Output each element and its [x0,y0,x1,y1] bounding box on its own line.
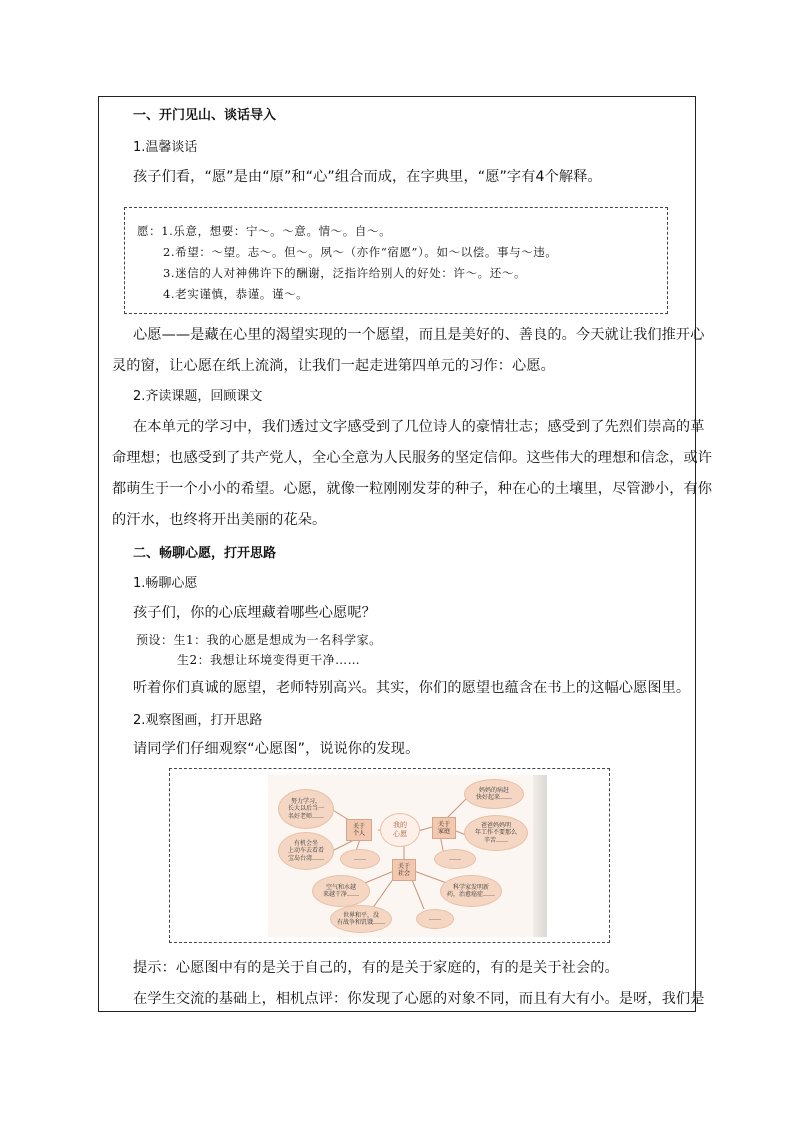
wish-bubble: 科学家发明新 药，治愈癌症…… [440,875,502,907]
paragraph-line: 在学生交流的基础上，相机点评：你发现了心愿的对象不同，而且有大有小。是呀，我们是 [133,991,705,1007]
dict-entry-1: 愿：1.乐意，想要：宁～。～意。情～。自～。 [137,224,392,238]
subheading-read-title: 2.齐读课题，回顾课文 [133,389,263,404]
subheading-observe: 2.观察图画，打开思路 [133,713,263,728]
preset-answer-1: 预设：生1：我的心愿是想成为一名科学家。 [136,633,382,647]
paragraph-line: 命理想；也感受到了共产党人，全心全意为人民服务的坚定信仰。这些伟大的理想和信念，或许 [112,450,713,466]
wish-bubble: …… [434,849,476,869]
intro-paragraph: 孩子们看，“愿”是由“原”和“心”组合而成，在字典里，“愿”字有4个解释。 [133,169,602,185]
hint-paragraph: 提示：心愿图中有的是关于自己的，有的是关于家庭的，有的是关于社会的。 [133,960,619,976]
wish-bubble: 妈妈的病赶 快好起来…… [464,779,524,809]
section-heading-2: 二、畅聊心愿，打开思路 [133,546,277,561]
tag-about-society: 关于 社会 [392,859,416,881]
paragraph-line: 心愿——是藏在心里的渴望实现的一个愿望，而且是美好的、善良的。今天就让我们推开心 [133,327,705,343]
wish-bubble: 空气和水越 来越干净…… [312,875,370,907]
dict-entry-3: 3.迷信的人对神佛许下的酬谢，泛指许给别人的好处：许～。还～。 [163,266,527,280]
wish-bubble: 世界和平，没 有战争和饥饿…… [330,905,392,933]
tag-about-family: 关于 家庭 [432,817,456,839]
subheading-chat: 1.畅聊心愿 [133,576,198,591]
wish-bubble: 爸爸妈妈明 年工作不要那么 辛苦…… [464,815,528,851]
wish-bubble: 有机会坐 上动车去看看 宝岛台湾…… [278,832,334,870]
center-bubble: 我的 心愿 [380,813,420,847]
dict-entry-4: 4.老实谨慎，恭谨。谨～。 [163,287,309,301]
subheading-warm-talk: 1.温馨谈话 [133,140,198,155]
paragraph-line: 请同学们仔细观察“心愿图”，说说你的发现。 [133,741,420,757]
paragraph-line: 灵的窗，让心愿在纸上流淌，让我们一起走进第四单元的习作：心愿。 [112,358,555,374]
question-paragraph: 孩子们，你的心底埋藏着哪些心愿呢？ [133,605,376,621]
paragraph-line: 听着你们真诚的愿望，老师特别高兴。其实，你们的愿望也蕴含在书上的这幅心愿图里。 [133,680,691,696]
paragraph-line: 在本单元的学习中，我们透过文字感受到了几位诗人的豪情壮志；感受到了先烈们崇高的革 [133,419,705,435]
tag-about-self: 关于 个人 [346,819,372,841]
dict-entry-2: 2.希望：～望。志～。但～。夙～（亦作“宿愿”）。如～以偿。事与～违。 [163,245,558,259]
paragraph-line: 都萌生于一个小小的希望。心愿，就像一粒刚刚发芽的种子，种在心的土壤里，尽管渺小，有你 [112,481,713,497]
wish-bubble: 努力学习， 长大以后当一 名好老师…… [278,789,334,829]
wish-bubble: …… [340,849,380,869]
wish-bubble: …… [416,909,454,929]
paragraph-line: 的汗水，也终将开出美丽的花朵。 [112,512,327,528]
wish-diagram-figure [268,775,547,937]
preset-answer-2: 生2：我想让环境变得更干净…… [177,653,361,667]
section-heading-1: 一、开门见山、谈话导入 [133,108,277,123]
